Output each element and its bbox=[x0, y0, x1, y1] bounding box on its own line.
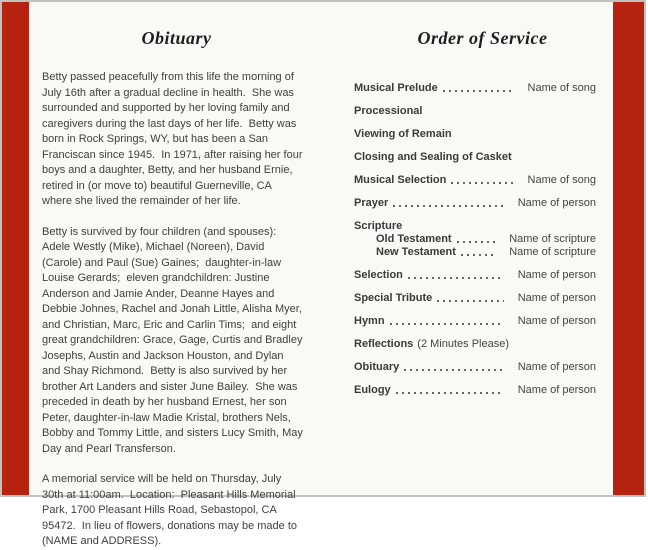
service-row-label: Selection bbox=[354, 269, 403, 281]
dotted-leader bbox=[451, 182, 513, 185]
order-of-service-list bbox=[354, 81, 596, 397]
service-row-value: Name of song bbox=[527, 174, 596, 186]
service-row-musical-selection bbox=[354, 173, 596, 187]
service-row-old-testament bbox=[376, 233, 596, 246]
service-row-label: Scripture bbox=[354, 220, 403, 232]
order-of-service-page bbox=[324, 2, 613, 495]
dotted-leader bbox=[461, 254, 495, 257]
service-row-value: Name of person bbox=[517, 361, 596, 373]
obituary-page bbox=[29, 2, 324, 547]
service-row-scripture bbox=[354, 219, 596, 233]
dotted-leader bbox=[390, 323, 504, 326]
service-row-label: Closing and Sealing of Casket bbox=[354, 151, 512, 163]
service-row-new-testament bbox=[376, 246, 596, 259]
service-row-value: Name of song bbox=[527, 82, 596, 94]
service-row-label: Reflections bbox=[354, 338, 414, 350]
red-accent-bar-left bbox=[2, 2, 29, 495]
dotted-leader bbox=[393, 205, 503, 208]
service-row-note: (2 Minutes Please) bbox=[417, 338, 510, 350]
service-row-label: Obituary bbox=[354, 361, 400, 373]
service-row-label: Special Tribute bbox=[354, 292, 433, 304]
service-row-label: New Testament bbox=[376, 246, 456, 258]
dotted-leader bbox=[396, 392, 504, 395]
dotted-leader bbox=[437, 300, 503, 303]
service-row-label: Musical Prelude bbox=[354, 82, 438, 94]
red-accent-bar-right bbox=[613, 2, 644, 495]
service-row-value: Name of person bbox=[517, 384, 596, 396]
service-row-value: Name of person bbox=[517, 269, 596, 281]
service-row-label: Prayer bbox=[354, 197, 389, 209]
dotted-leader bbox=[443, 90, 514, 93]
service-row-obituary bbox=[354, 360, 596, 374]
obituary-paragraph: Betty passed peacefully from this life the morning of July 16th after a gradual decline in health. She was surrounded and supported by her loving family and caregivers during the last days of her life. Betty was born in Rock Springs, WY, but has been a San Franciscan since 1945. In 1971, after raising her four boys and a daughter, Betty, and her husband Ernie, retired in (or move to) beautiful Guerneville, CA where she lived the remainder of her life. bbox=[42, 71, 306, 207]
service-row-closing-and-sealing bbox=[354, 150, 596, 164]
order-of-service-title: Order of Service bbox=[417, 28, 548, 48]
service-row-value: Name of person bbox=[517, 292, 596, 304]
service-row-processional bbox=[354, 104, 596, 118]
dotted-leader bbox=[457, 241, 496, 244]
service-row-prayer bbox=[354, 196, 596, 210]
service-row-viewing-of-remain bbox=[354, 127, 596, 141]
service-row-reflections bbox=[354, 337, 596, 351]
service-row-value: Name of person bbox=[517, 315, 596, 327]
dotted-leader bbox=[408, 277, 504, 280]
service-row-value: Name of scripture bbox=[509, 233, 596, 245]
service-row-label: Old Testament bbox=[376, 233, 452, 245]
service-row-label: Hymn bbox=[354, 315, 385, 327]
service-row-label: Musical Selection bbox=[354, 174, 447, 186]
obituary-paragraph: A memorial service will be held on Thursday, July 30th at 11:00am. Location: Pleasant Hills Memorial Park, 1700 Pleasant Hills Road, Sebastopol, CA 95472. In lieu of flowers, donations may be made to (NAME and ADDRESS). bbox=[42, 473, 301, 547]
obituary-body bbox=[42, 70, 304, 550]
service-row-label: Viewing of Remain bbox=[354, 128, 452, 140]
obituary-paragraph: Betty is survived by four children (and spouses): Adele Westly (Mike), Michael (Noreen), David (Carole) and Paul (Sue) Gaines; daughter-in-law Louise Gerards; eleven grandchildren: Justine Anderson and Jamie Ander, Deanne Hayes and Debbie Johnes, Rachel and Jonah Little, Alisha Myer, and Christian, Marc, Eric and Carlin Tims; and eight great grandchildren: Grace, Gage, Curtis and Bradley Josephs, Austin and Jackson Houston, and Dylan and Shay Richmond. Betty is also survived by her brother Art Landers and sister June Bailey. She was preceded in death by her husband Ernest, her son Peter, daughter-in-law Madie Kristal, brothers Nels, Bobby and Tommy Little, and sisters Lucy Smith, May Day and Pearl Transferson. bbox=[42, 225, 306, 455]
service-row-special-tribute bbox=[354, 291, 596, 305]
service-row-selection bbox=[354, 268, 596, 282]
service-row-eulogy bbox=[354, 383, 596, 397]
service-row-label: Processional bbox=[354, 105, 423, 117]
service-row-value: Name of person bbox=[517, 197, 596, 209]
service-row-label: Eulogy bbox=[354, 384, 391, 396]
service-row-hymn bbox=[354, 314, 596, 328]
dotted-leader bbox=[404, 369, 504, 372]
obituary-title: Obituary bbox=[141, 28, 212, 48]
service-row-musical-prelude bbox=[354, 81, 596, 95]
service-row-value: Name of scripture bbox=[509, 246, 596, 258]
